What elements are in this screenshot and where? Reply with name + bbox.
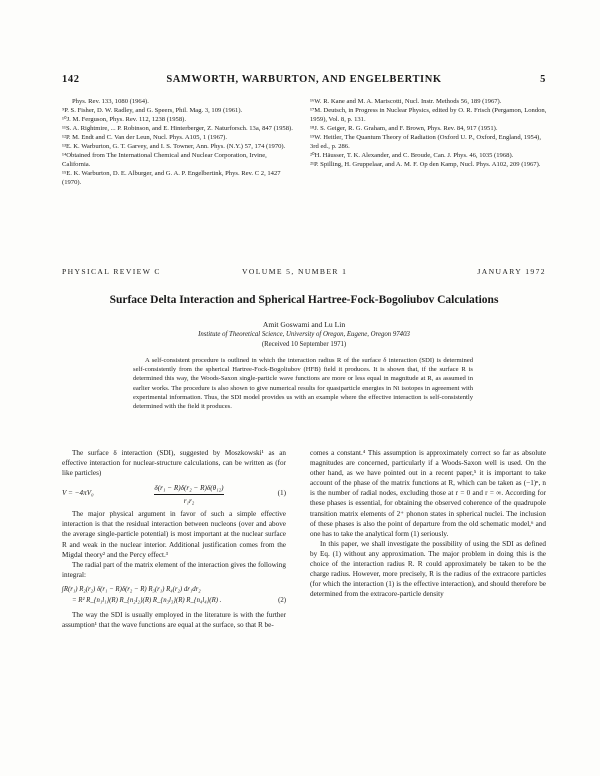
volume-number: 5	[540, 74, 546, 85]
paragraph: The surface δ interaction (SDI), suggested by Moszkowski¹ as an effective interaction for nuclear-structure calculations, can be written as (for like particles)	[62, 449, 286, 478]
equation-fraction	[154, 483, 224, 506]
paragraph: The way the SDI is usually employed in the literature is with the further assumption¹ that the wave functions are equal at the surface, so that R be-	[62, 610, 286, 630]
equation-line: ∫R(r₁) R₂(r₂) δ(r₁ − R)δ(r₂ − R) R₃(r₁) R₄(r₂) dr₁dr₂	[62, 585, 201, 593]
reference-entry: ¹⁷M. Deutsch, in Progress in Nuclear Physics, edited by O. R. Frisch (Pergamon, London, 1959), Vol. 8, p. 131.	[310, 107, 547, 123]
body-left-column	[62, 448, 286, 630]
article-authors: Amit Goswami and Lu Lin	[262, 320, 346, 329]
references-left-column	[62, 97, 294, 187]
reference-entry: ¹⁰J. M. Ferguson, Phys. Rev. 112, 1238 (1958).	[62, 116, 186, 123]
equation-lhs: V = −4πV₀	[62, 489, 94, 498]
issue-date: JANUARY 1972	[477, 267, 546, 276]
reference-entry: Phys. Rev. 133, 1080 (1964).	[72, 98, 149, 105]
equation-number: (1)	[277, 489, 286, 498]
author-institution: Institute of Theoretical Science, University of Oregon, Eugene, Oregon 97403	[198, 331, 410, 338]
page-number: 142	[62, 74, 80, 85]
reference-entry: ¹⁸J. S. Geiger, R. G. Graham, and F. Brown, Phys. Rev. 84, 917 (1951).	[310, 125, 498, 132]
reference-entry: ¹⁶W. R. Kane and M. A. Mariscotti, Nucl. Instr. Methods 56, 189 (1967).	[310, 98, 502, 105]
equation-1	[62, 483, 286, 506]
references-right-column	[310, 97, 548, 169]
paragraph: The major physical argument in favor of such a simple effective interaction is that the residual interaction between nucleons (over and above the average single-particle potential) is most important at the nuclear surface R and weak in the nuclear interior. Additional justification comes from the Migdal theory² and the Percy effect.³	[62, 510, 286, 559]
fraction-denominator: r₁r₂	[183, 497, 195, 506]
body-right-column	[310, 448, 546, 599]
fraction-numerator: δ(r₁ − R)δ(r₂ − R)δ(θ₁₂)	[154, 483, 224, 495]
reference-entry: ¹³E. K. Warburton, G. T. Garvey, and I. S. Towner, Ann. Phys. (N.Y.) 57, 174 (1970).	[62, 143, 286, 150]
abstract: A self-consistent procedure is outlined in which the interaction radius R of the surface δ interaction (SDI) is determined self-consistently from the spherical Hartree-Fock-Bogoliubov (HFB) field it produces. It is shown that, if the surface R is determined this way, the Woods-Saxon single-particle wave functions are more or less equal in magnitude at R, as assumed in earlier works. The procedure is also shown to give numerical results for quasiparticle energies in Ni isotopes in agreement with experimental information. Thus, the SDI model provides us with an example where the effective interaction is self-consistently determined with the field it produces.	[133, 357, 473, 411]
reference-entry: ²⁰H. Häusser, T. K. Alexander, and C. Broude, Can. J. Phys. 46, 1035 (1968).	[310, 152, 514, 159]
equation-number: (2)	[278, 596, 286, 604]
reference-entry: ¹¹S. A. Rightmire, ... P. Robinson, and E. Hinterberger, Z. Naturforsch. 13a, 847 (1958).	[62, 125, 293, 132]
article-title: Surface Delta Interaction and Spherical Hartree-Fock-Bogoliubov Calculations	[109, 294, 499, 306]
reference-entry: ¹⁴Obtained from The International Chemical and Nuclear Corporation, Irvine, California.	[62, 152, 267, 168]
reference-entry: ²¹P. Spilling, H. Gruppelaar, and A. M. F. Op den Kamp, Nucl. Phys. A102, 209 (1967).	[310, 161, 541, 168]
equation-2	[62, 584, 286, 606]
received-date: (Received 10 September 1971)	[261, 341, 347, 348]
journal-name: PHYSICAL REVIEW C	[62, 267, 161, 276]
paragraph: comes a constant.⁴ This assumption is approximately correct so far as absolute magnitudes are concerned, particularly if a Woods-Saxon well is used. On the other hand, as we have pointed out in a recent paper,⁵ it is important to take account of the phase of the matrix functions at R, which can be taken as (−1)ⁿ, n is the number of radial nodes, excluding those at r = 0 and r = ∞. According for these phases is essential, for obtaining the observed coherence of the quadrupole transition matrix elements of 2⁺ phonon states in spherical nuclei. The inclusion of these phases is also the point of departure from the old schematic model,⁶ and one has to take the analytical form (1) seriously.	[310, 449, 546, 538]
paragraph: In this paper, we shall investigate the possibility of using the SDI as defined by Eq. (1) without any approximation. The major problem in doing this is the choice of the interaction radius R. R could approximately be taken to be the charge radius. However, more precisely, R is the radius of the extracore particles (for which the interaction (1) is the effective interaction), and should therefore be determined from the extracore-particle density	[310, 539, 546, 599]
reference-entry: ¹⁹W. Heitler, The Quantum Theory of Radiation (Oxford U. P., Oxford, England, 1954), 3rd ed., p. 286.	[310, 134, 541, 150]
reference-entry: ¹²P. M. Endt and C. Van der Leun, Nucl. Phys. A105, 1 (1967).	[62, 134, 228, 141]
journal-masthead	[62, 267, 546, 279]
reference-entry: ⁹P. S. Fisher, D. W. Radley, and G. Speers, Phil. Mag. 3, 109 (1961).	[62, 107, 243, 114]
running-head-authors: SAMWORTH, WARBURTON, AND ENGELBERTINK	[166, 74, 442, 85]
reference-entry: ¹⁵E. K. Warburton, D. E. Alburger, and G. A. P. Engelbertink, Phys. Rev. C 2, 1427 (1970).	[62, 170, 281, 186]
paragraph: The radial part of the matrix element of the interaction gives the following integral:	[62, 560, 286, 579]
equation-line: = R² R_{n₁l₁}(R) R_{n₂l₂}(R) R_{n₃l₃}(R) R_{n₄l₄}(R) .	[72, 596, 222, 604]
running-header	[62, 74, 546, 88]
volume-issue: VOLUME 5, NUMBER 1	[242, 267, 348, 276]
